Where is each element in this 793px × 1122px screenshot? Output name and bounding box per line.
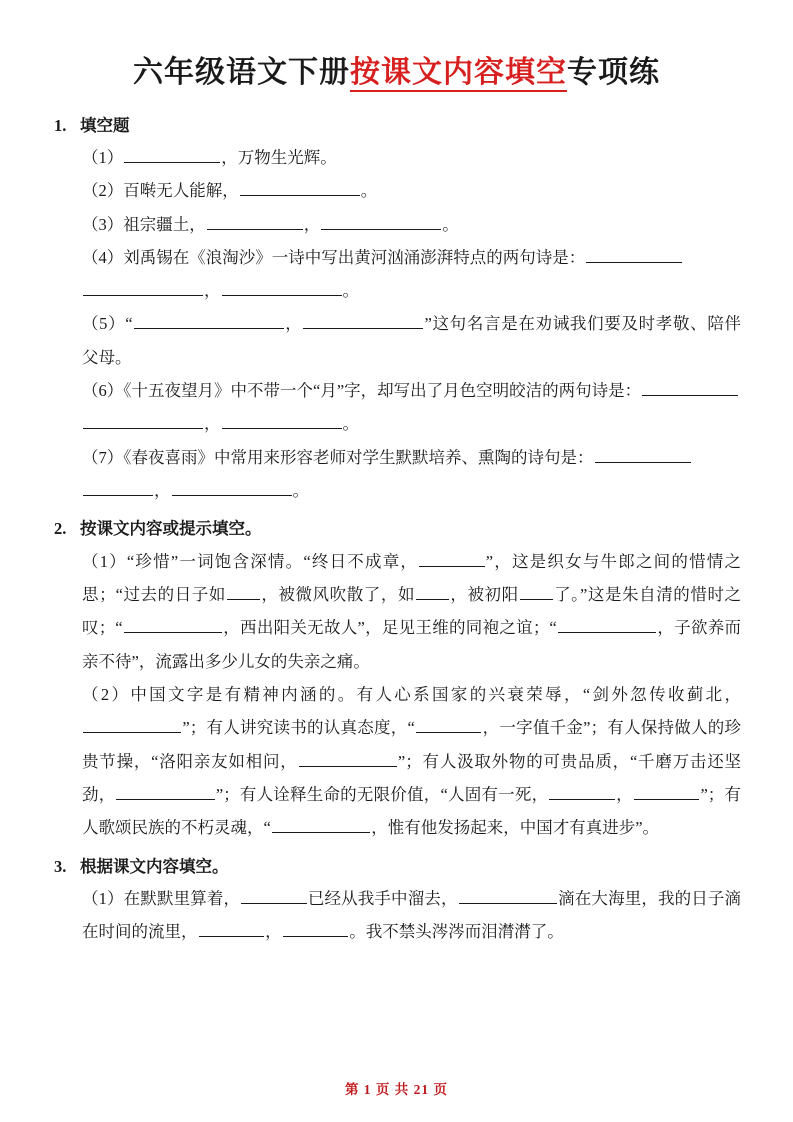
fill-blank[interactable] xyxy=(586,245,682,263)
item-text: 在默默里算着， 已经从我手中溜去， 滴在大海里，我的日子滴在时间的流里， ， 。我不禁头涔涔而泪潸潸了。 xyxy=(82,889,741,941)
fill-blank[interactable] xyxy=(134,311,284,329)
item-text: 中国文字是有精神内涵的。有人心系国家的兴衰荣辱，“剑外忽传收蓟北，”；有人讲究读书的认真态度，“ ，一字值千金”；有人保持做人的珍贵节操，“洛阳亲友如相问， ”；有人汲取外物的可贵品质，“千磨万击还坚劲， ”；有人诠释生命的无限价值，“人固有一死， ， ”；有人歌颂民族的不朽灵魂，“ ，惟有他发扬起来，中国才有真进步”。 xyxy=(82,685,742,838)
fill-blank[interactable] xyxy=(199,919,265,937)
fill-blank[interactable] xyxy=(634,782,700,800)
item-label: （6） xyxy=(82,381,124,401)
question-1-5 xyxy=(52,307,741,374)
section-3-heading xyxy=(54,851,741,882)
fill-blank[interactable] xyxy=(207,211,303,229)
fill-blank[interactable] xyxy=(321,211,441,229)
fill-blank[interactable] xyxy=(558,615,656,633)
fill-blank[interactable] xyxy=(241,886,307,904)
question-3-1 xyxy=(52,882,741,949)
item-text-mid: ， xyxy=(154,481,171,501)
fill-blank[interactable] xyxy=(227,582,260,600)
item-text-mid: ， xyxy=(303,214,321,234)
fill-blank[interactable] xyxy=(283,919,349,937)
question-2-2 xyxy=(52,678,741,845)
fill-blank[interactable] xyxy=(116,782,214,800)
fill-blank[interactable] xyxy=(83,411,203,429)
item-text-end: 。 xyxy=(292,481,309,501)
section-1-title: 填空题 xyxy=(80,115,130,135)
item-text: 祖宗疆土， xyxy=(123,214,206,234)
fill-blank[interactable] xyxy=(222,278,342,296)
question-1-7 xyxy=(52,441,741,508)
section-1-heading xyxy=(54,110,741,141)
question-2-1 xyxy=(52,545,741,678)
fill-blank[interactable] xyxy=(549,782,615,800)
page-footer: 第 1 页 共 21 页 xyxy=(344,1082,449,1097)
fill-blank[interactable] xyxy=(520,582,553,600)
item-text-mid: ， xyxy=(204,281,221,301)
item-label: （4） xyxy=(82,247,124,267)
fill-blank[interactable] xyxy=(124,615,222,633)
item-text-end: 。 xyxy=(342,414,359,434)
fill-blank[interactable] xyxy=(272,815,370,833)
page-title xyxy=(52,54,741,92)
item-label: （1） xyxy=(82,551,127,571)
item-text-end: 。 xyxy=(442,214,459,234)
item-label: （1） xyxy=(82,889,124,909)
item-text-mid: ， xyxy=(284,314,303,334)
fill-blank[interactable] xyxy=(299,748,397,766)
question-1-3 xyxy=(52,208,741,241)
item-label: （5） xyxy=(82,314,126,334)
fill-blank[interactable] xyxy=(303,311,423,329)
item-text-end: 。 xyxy=(360,181,378,201)
fill-blank[interactable] xyxy=(172,478,292,496)
fill-blank[interactable] xyxy=(83,478,153,496)
question-1-1 xyxy=(52,141,741,174)
item-label: （2） xyxy=(82,181,124,201)
fill-blank[interactable] xyxy=(83,715,181,733)
section-2 xyxy=(52,513,741,844)
question-1-6 xyxy=(52,374,741,441)
section-3-title: 根据课文内容填空。 xyxy=(80,856,229,876)
item-text: “ xyxy=(125,314,133,334)
question-1-2 xyxy=(52,174,741,207)
section-3 xyxy=(52,851,741,949)
fill-blank[interactable] xyxy=(83,278,203,296)
item-text-mid: ， xyxy=(204,414,221,434)
fill-blank[interactable] xyxy=(222,411,342,429)
item-label: （7） xyxy=(82,447,124,467)
section-2-heading xyxy=(54,513,741,544)
section-1 xyxy=(52,110,741,508)
fill-blank[interactable] xyxy=(642,378,738,396)
item-text-end: ”这句名言是在劝诫我们要及时孝敬、陪伴父母。 xyxy=(82,314,742,367)
item-text: 《春夜喜雨》中常用来形容老师对学生默默培养、熏陶的诗句是： xyxy=(123,447,594,467)
fill-blank[interactable] xyxy=(419,548,485,566)
section-2-number: 2. xyxy=(54,519,67,539)
fill-blank[interactable] xyxy=(416,715,482,733)
item-text: 刘禹锡在《浪淘沙》一诗中写出黄河汹涌澎湃特点的两句诗是： xyxy=(123,247,586,267)
section-2-title: 按课文内容或提示填空。 xyxy=(80,519,262,539)
item-text: “珍惜”一词饱含深情。“终日不成章， ”，这是织女与牛郎之间的惜情之思；“过去的日子如 ，被微风吹散了，如 ，被初阳 了。”这是朱自清的惜时之叹；“ ，西出阳关无故人”，足见王维的同袍之谊；“ ，子欲养而亲不待”，流露出多少儿女的失亲之痛。 xyxy=(82,552,741,671)
item-label: （2） xyxy=(82,685,131,705)
question-1-4 xyxy=(52,241,741,308)
item-text: 《十五夜望月》中不带一个“月”字，却写出了月色空明皎洁的两句诗是： xyxy=(123,381,642,401)
section-3-number: 3. xyxy=(54,856,67,876)
item-label: （3） xyxy=(82,214,124,234)
fill-blank[interactable] xyxy=(124,145,220,163)
item-text: 百啭无人能解， xyxy=(123,181,239,201)
item-label: （1） xyxy=(82,147,124,167)
fill-blank[interactable] xyxy=(595,444,691,462)
item-text: ，万物生光辉。 xyxy=(221,147,337,167)
fill-blank[interactable] xyxy=(416,582,449,600)
fill-blank[interactable] xyxy=(459,886,557,904)
fill-blank[interactable] xyxy=(240,178,360,196)
title-suffix: 专项练 xyxy=(567,56,660,89)
title-highlight: 按课文内容填空 xyxy=(350,56,567,92)
section-1-number: 1. xyxy=(54,115,67,135)
item-text-end: 。 xyxy=(342,281,359,301)
title-prefix: 六年级语文下册 xyxy=(133,56,350,89)
